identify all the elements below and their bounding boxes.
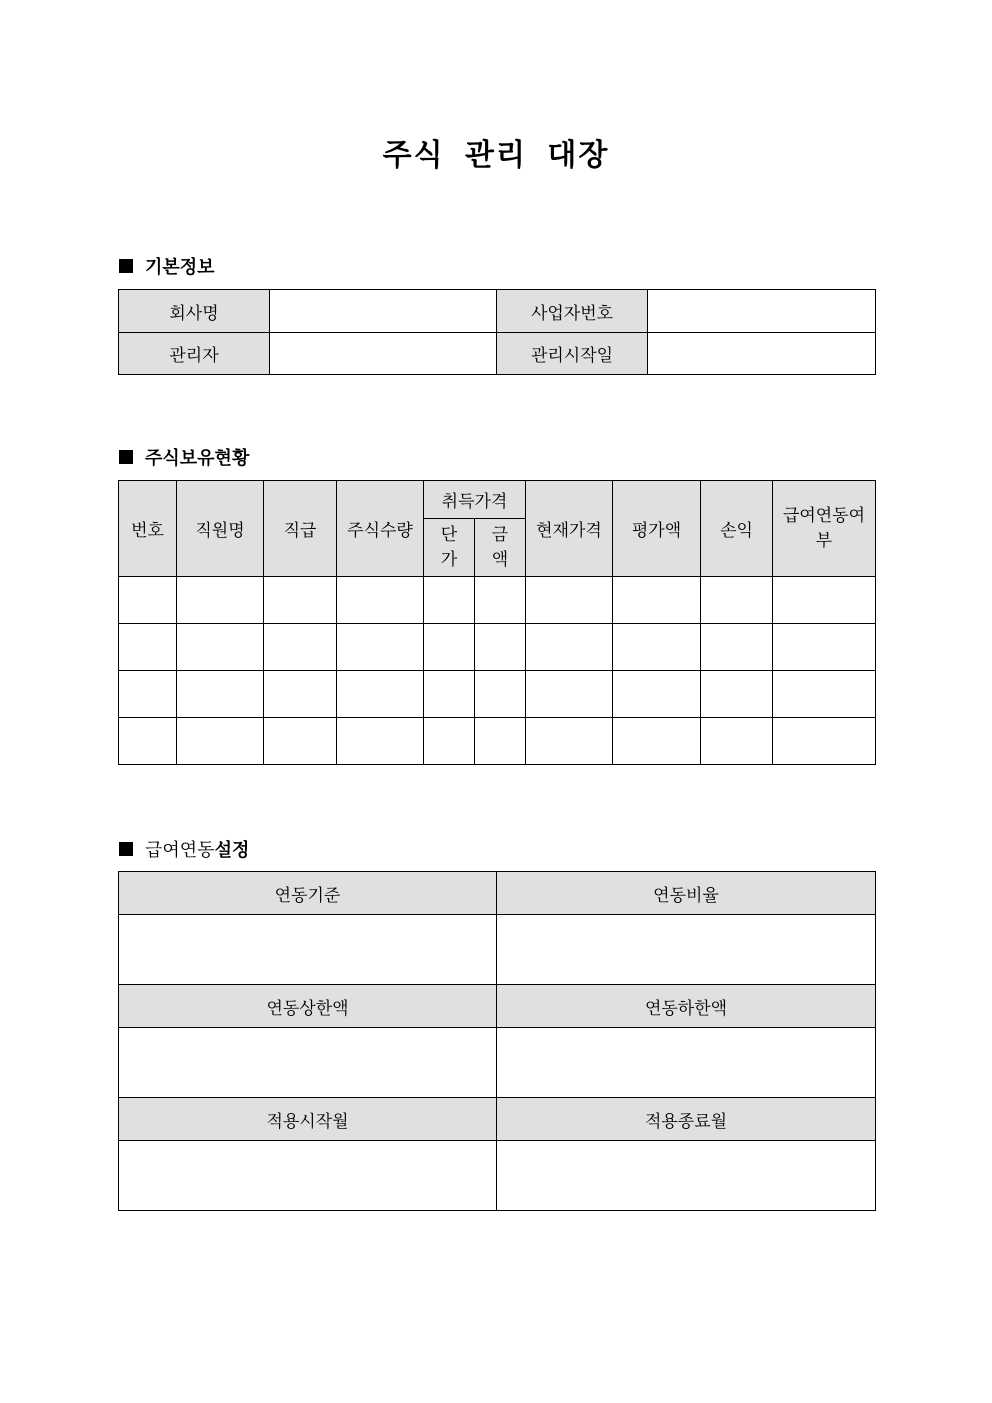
manage-start-date-field[interactable]: [648, 333, 876, 375]
company-name-field[interactable]: [270, 290, 497, 333]
business-number-field[interactable]: [648, 290, 876, 333]
link-ratio-field[interactable]: [497, 915, 876, 985]
table-cell[interactable]: [337, 624, 424, 671]
table-cell[interactable]: [526, 577, 613, 624]
col-amount-line2: 액: [491, 549, 509, 570]
table-cell[interactable]: [264, 577, 337, 624]
table-cell[interactable]: [701, 671, 773, 718]
salary-link-table: [118, 871, 876, 1211]
table-cell[interactable]: [526, 718, 613, 765]
table-cell[interactable]: [701, 718, 773, 765]
table-cell[interactable]: [526, 624, 613, 671]
table-cell[interactable]: [773, 624, 876, 671]
table-cell[interactable]: [119, 718, 177, 765]
table-cell[interactable]: [119, 624, 177, 671]
table-cell[interactable]: [526, 671, 613, 718]
table-cell[interactable]: [424, 671, 475, 718]
table-cell[interactable]: [701, 577, 773, 624]
table-cell[interactable]: [475, 671, 526, 718]
salary-link-heading-light: 급여연동: [145, 840, 215, 861]
col-profit-loss: 손익: [701, 481, 773, 577]
table-cell[interactable]: [613, 577, 701, 624]
table-cell[interactable]: [613, 624, 701, 671]
manager-field[interactable]: [270, 333, 497, 375]
square-bullet-icon: [119, 259, 133, 273]
link-ratio-label: 연동비율: [497, 872, 876, 915]
square-bullet-icon: [119, 842, 133, 856]
salary-link-heading-bold: 설정: [214, 840, 250, 861]
table-cell[interactable]: [475, 624, 526, 671]
link-basis-field[interactable]: [119, 915, 497, 985]
section-heading-holdings: [119, 444, 249, 470]
col-amount: [475, 519, 526, 577]
col-position: 직급: [264, 481, 337, 577]
table-cell[interactable]: [119, 577, 177, 624]
table-row: [119, 577, 876, 624]
table-cell[interactable]: [177, 671, 264, 718]
table-cell[interactable]: [773, 577, 876, 624]
holdings-heading: 주식보유현황: [145, 448, 250, 469]
col-unit-price-line2: 가: [440, 549, 458, 570]
table-cell[interactable]: [337, 718, 424, 765]
col-share-count: 주식수량: [337, 481, 424, 577]
table-cell[interactable]: [119, 671, 177, 718]
table-row: [119, 671, 876, 718]
table-cell[interactable]: [424, 718, 475, 765]
table-cell[interactable]: [773, 671, 876, 718]
manage-start-date-label: 관리시작일: [497, 333, 648, 375]
table-cell[interactable]: [701, 624, 773, 671]
col-valuation: 평가액: [613, 481, 701, 577]
table-cell[interactable]: [177, 718, 264, 765]
section-heading-basic-info: [119, 253, 215, 279]
table-cell[interactable]: [773, 718, 876, 765]
col-amount-line1: 금: [491, 524, 509, 545]
link-upper-field[interactable]: [119, 1028, 497, 1098]
page-title: 주식 관리 대장: [382, 138, 610, 173]
link-lower-label: 연동하한액: [497, 985, 876, 1028]
table-cell[interactable]: [264, 624, 337, 671]
col-salary-link: [773, 481, 876, 577]
company-name-label: 회사명: [119, 290, 270, 333]
table-cell[interactable]: [177, 577, 264, 624]
section-heading-salary-link: [119, 836, 249, 862]
table-cell[interactable]: [613, 671, 701, 718]
table-cell[interactable]: [264, 671, 337, 718]
table-cell[interactable]: [177, 624, 264, 671]
table-cell[interactable]: [424, 624, 475, 671]
basic-info-table: [118, 289, 876, 375]
table-cell[interactable]: [424, 577, 475, 624]
table-cell[interactable]: [613, 718, 701, 765]
business-number-label: 사업자번호: [497, 290, 648, 333]
col-unit-price: [424, 519, 475, 577]
col-acquisition-price: 취득가격: [424, 481, 526, 519]
col-salary-link-line1: 급여연동여: [782, 505, 866, 526]
apply-end-label: 적용종료월: [497, 1098, 876, 1141]
col-no: 번호: [119, 481, 177, 577]
link-upper-label: 연동상한액: [119, 985, 497, 1028]
col-employee-name: 직원명: [177, 481, 264, 577]
link-basis-label: 연동기준: [119, 872, 497, 915]
col-current-price: 현재가격: [526, 481, 613, 577]
table-cell[interactable]: [337, 577, 424, 624]
link-lower-field[interactable]: [497, 1028, 876, 1098]
table-cell[interactable]: [475, 577, 526, 624]
table-row: [119, 718, 876, 765]
manager-label: 관리자: [119, 333, 270, 375]
apply-start-field[interactable]: [119, 1141, 497, 1211]
apply-start-label: 적용시작월: [119, 1098, 497, 1141]
apply-end-field[interactable]: [497, 1141, 876, 1211]
basic-info-heading: 기본정보: [145, 257, 215, 278]
table-row: [119, 624, 876, 671]
table-cell[interactable]: [475, 718, 526, 765]
square-bullet-icon: [119, 450, 133, 464]
holdings-table: [118, 480, 876, 765]
table-cell[interactable]: [264, 718, 337, 765]
col-salary-link-line2: 부: [815, 530, 833, 551]
col-unit-price-line1: 단: [440, 524, 458, 545]
table-cell[interactable]: [337, 671, 424, 718]
